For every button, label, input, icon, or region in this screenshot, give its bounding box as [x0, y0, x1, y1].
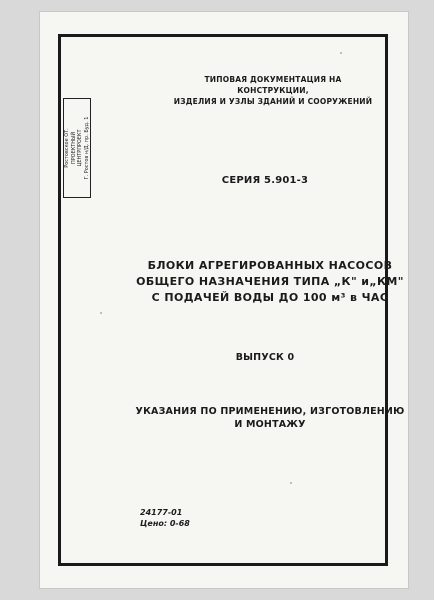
instructions-line-2: И МОНТАЖУ	[234, 419, 306, 430]
issue-number: ВЫПУСК 0	[235, 352, 295, 363]
print-speck	[100, 312, 102, 314]
document-code: 24177-01	[140, 508, 183, 517]
instructions-line-1: УКАЗАНИЯ ПО ПРИМЕНЕНИЮ, ИЗГОТОВЛЕНИЮ	[135, 406, 405, 417]
header-line-1: ТИПОВАЯ ДОКУМЕНТАЦИЯ НА КОНСТРУКЦИИ,	[204, 75, 342, 95]
title-line-3: С ПОДАЧЕЙ ВОДЫ ДО 100 м³ в ЧАС	[151, 291, 389, 304]
price-label: Цено: 0-68	[140, 519, 190, 528]
organization-stamp	[63, 98, 91, 198]
document-header	[168, 74, 378, 107]
header-line-2: ИЗДЕЛИЯ И УЗЛЫ ЗДАНИЙ И СООРУЖЕНИЙ	[173, 97, 373, 106]
document-title	[135, 258, 405, 306]
print-speck	[340, 52, 342, 54]
print-speck	[290, 482, 292, 484]
series-number: СЕРИЯ 5.901-3	[221, 175, 309, 186]
stamp-text: Ростовское ОТ. ПРОЕКТНЫЙ ЦЕНТРПРОЕКТ Г. Ростов н/Д. пр. Буд. 1	[64, 116, 90, 180]
footer-codes	[140, 507, 190, 529]
title-line-1: БЛОКИ АГРЕГИРОВАННЫХ НАСОСОВ	[147, 259, 393, 272]
instructions-subtitle	[135, 405, 405, 431]
title-line-2: ОБЩЕГО НАЗНАЧЕНИЯ ТИПА „К" и„КМ"	[136, 275, 404, 288]
document-page	[40, 12, 408, 588]
